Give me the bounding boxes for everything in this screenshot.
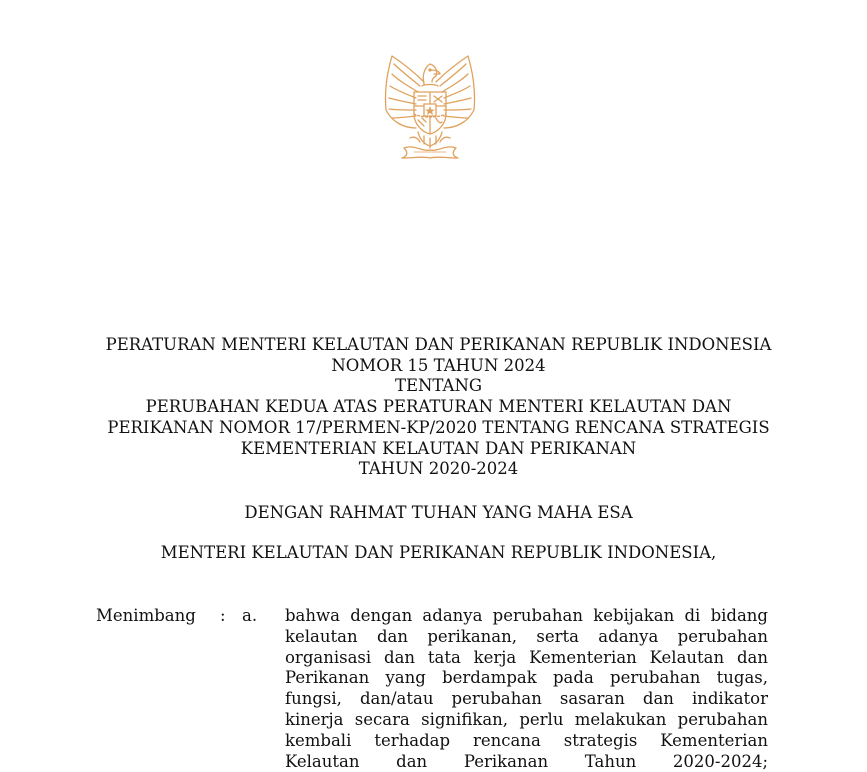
title-line: KEMENTERIAN KELAUTAN DAN PERIKANAN <box>240 438 637 458</box>
preamble-rahmat: DENGAN RAHMAT TUHAN YANG MAHA ESA <box>244 503 633 522</box>
title-line: PERATURAN MENTERI KELAUTAN DAN PERIKANAN REPUBLIK INDONESIA <box>105 335 772 354</box>
title-line: PERUBAHAN KEDUA ATAS PERATURAN MENTERI KELAUTAN DAN <box>145 397 732 417</box>
paragraph-line: bahwa dengan adanya perubahan kebijakan di bidang <box>285 606 768 625</box>
paragraph-line: kembali terhadap rencana strategis Kementerian <box>285 730 768 750</box>
paragraph-line: kinerja secara signifikan, perlu melakukan perubahan <box>285 709 768 729</box>
paragraph-line: Kelautan dan Perikanan Tahun 2020-2024; <box>285 751 768 771</box>
issuer-title: MENTERI KELAUTAN DAN PERIKANAN REPUBLIK INDONESIA, <box>160 543 717 562</box>
title-line: PERIKANAN NOMOR 17/PERMEN-KP/2020 TENTANG RENCANA STRATEGIS <box>107 417 770 437</box>
considering-label: Menimbang <box>96 606 196 625</box>
regulation-title <box>60 335 817 480</box>
title-line: TENTANG <box>394 376 483 396</box>
considering-item-letter: a. <box>242 606 258 625</box>
considering-item-text <box>285 606 768 772</box>
paragraph-line: organisasi dan tata kerja Kementerian Kelautan dan <box>285 647 768 667</box>
title-line: NOMOR 15 TAHUN 2024 <box>331 355 546 375</box>
paragraph-line: Perikanan yang berdampak pada perubahan tugas, <box>285 668 768 688</box>
title-line: TAHUN 2020-2024 <box>358 459 519 479</box>
paragraph-line: fungsi, dan/atau perubahan sasaran dan indikator <box>285 689 768 709</box>
considering-colon: : <box>220 606 226 625</box>
garuda-pancasila-emblem <box>374 52 486 164</box>
paragraph-line: kelautan dan perikanan, serta adanya perubahan <box>285 626 768 646</box>
